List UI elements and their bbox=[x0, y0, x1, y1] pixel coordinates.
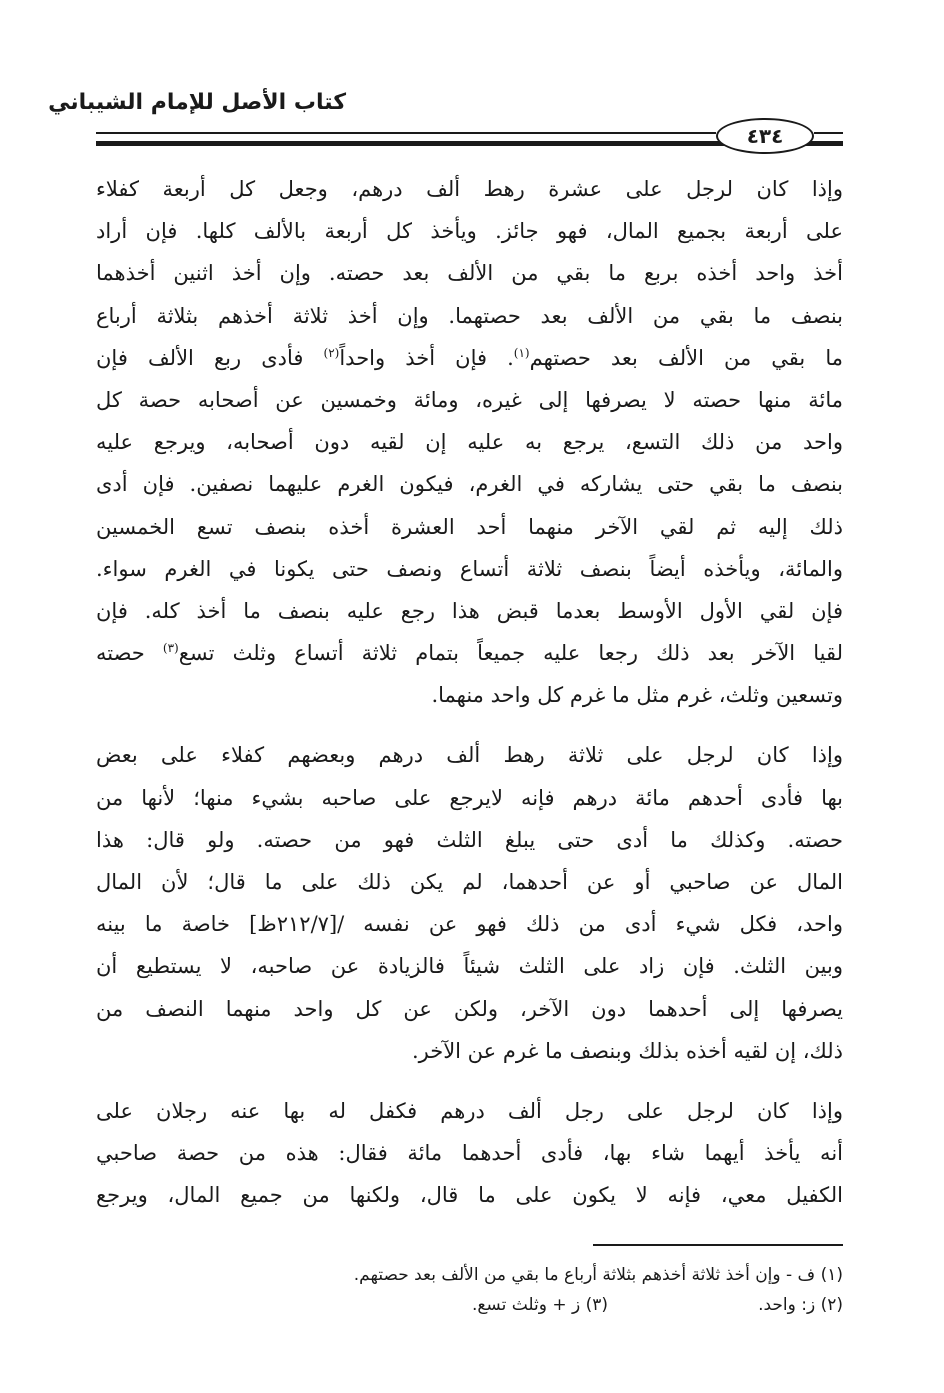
text-line: ذلك، إن لقيه أخذه بذلك وبنصف ما غرم عن الآخر. bbox=[411, 1038, 843, 1063]
paragraph-2 bbox=[96, 734, 843, 1072]
text-line: حصته. وكذلك ما أدى حتى يبلغ الثلث فهو من حصته. ولو قال: هذا bbox=[96, 827, 843, 852]
footnote-1: (١) ف - وإن أخذ ثلاثة أخذهم بثلاثة أرباع ما بقي من الألف بعد حصتهم. bbox=[353, 1265, 843, 1285]
line-segment: حصته bbox=[96, 641, 163, 666]
footnote-3: (٣) ز + وثلث تسع. bbox=[471, 1295, 609, 1315]
line-segment: فأدى ربع الألف فإن bbox=[96, 345, 324, 370]
text-line: وإذا كان لرجل على رجل ألف درهم فكفل له بها عنه رجلان على bbox=[96, 1098, 843, 1123]
header-rule-thin bbox=[96, 132, 716, 134]
text-line-with-footnote-ref bbox=[96, 632, 843, 674]
line-segment: لقيا الآخر بعد ذلك رجعا عليه جميعاً بتمام ثلاثة أتساع وثلث تسع bbox=[178, 641, 843, 666]
main-text bbox=[96, 168, 843, 1217]
text-line: بها فأدى أحدهم مائة درهم فإنه لايرجع على صاحبه بشيء منها؛ لأنها من bbox=[96, 785, 843, 810]
text-line: بنصف ما بقي حتى يشاركه في الغرم، فيكون الغرم عليهما نصفين. فإن أدى bbox=[96, 472, 843, 497]
text-line: وإذا كان لرجل على ثلاثة رهط ألف درهم وبعضهم كفلاء على بعض bbox=[96, 743, 843, 768]
text-line: أخذ واحد أخذه بربع ما بقي من الألف بعد حصته. وإن أخذ اثنين أخذهما bbox=[96, 261, 843, 286]
text-line: واحد، فكل شيء أدى من ذلك فهو عن نفسه /[٢١٢/٧ظ] خاصة ما بينه bbox=[96, 912, 843, 937]
text-line: ذلك إليه ثم لقي الآخر منهما أحد العشرة أخذه بنصف تسع الخمسين bbox=[96, 514, 843, 539]
text-line: يصرفها إلى أحدهما دون الآخر، ولكن عن كل واحد منهما النصف من bbox=[96, 996, 843, 1021]
paragraph-3 bbox=[96, 1090, 843, 1217]
text-line: فإن لقي الأول الأوسط بعدما قبض هذا رجع عليه بنصف ما أخذ كله. فإن bbox=[96, 598, 843, 623]
footnotes bbox=[96, 1260, 843, 1320]
text-line-with-footnote-refs bbox=[96, 337, 843, 379]
running-header-title: كتاب الأصل للإمام الشيباني bbox=[48, 90, 346, 115]
text-line: وبين الثلث. فإن زاد على الثلث شيئاً فالزيادة عن صاحبه، لا يستطيع أن bbox=[96, 954, 843, 979]
text-line: وإذا كان لرجل على عشرة رهط ألف درهم، وجعل كل أربعة كفلاء bbox=[96, 177, 843, 201]
text-line: أنه يأخذ أيهما شاء بها، فأدى أحدهما مائة فقال: هذه من حصة صاحبي bbox=[96, 1141, 843, 1166]
line-segment: . فإن أخذ واحداً bbox=[339, 345, 514, 370]
text-line: الكفيل معي، فإنه لا يكون على ما قال، ولكنها من جميع المال، ويرجع bbox=[96, 1183, 843, 1208]
footnote-ref-1[interactable]: (١) bbox=[513, 345, 530, 360]
page-number: ٤٣٤ bbox=[746, 124, 784, 148]
footnote-separator bbox=[593, 1244, 843, 1246]
paragraph-1 bbox=[96, 168, 843, 716]
footnote-ref-2[interactable]: (٢) bbox=[323, 345, 340, 360]
header-rule-thin-right bbox=[814, 132, 843, 134]
line-segment: ما بقي من الألف بعد حصتهم bbox=[529, 345, 843, 370]
text-line: المال عن صاحبي أو عن أحدهما، لم يكن ذلك على ما قال؛ لأن المال bbox=[96, 870, 843, 894]
footnote-2: (٢) ز: واحد. bbox=[758, 1295, 843, 1315]
text-line: واحد من ذلك التسع، يرجع به عليه إن لقيه دون أصحابه، ويرجع عليه bbox=[96, 430, 843, 455]
text-line: بنصف ما بقي من الألف بعد حصتهما. وإن أخذ ثلاثة أخذهم بثلاثة أرباع bbox=[96, 303, 843, 328]
text-line: مائة منها حصته لا يصرفها إلى غيره، ومائة وخمسين عن أصحابه حصة كل bbox=[96, 387, 843, 412]
page-number-badge bbox=[716, 118, 814, 154]
text-line: والمائة، ويأخذه أيضاً بنصف ثلاثة أتساع ونصف حتى يكونا في الغرم سواء. bbox=[96, 556, 843, 581]
footnote-ref-3[interactable]: (٣) bbox=[162, 641, 179, 656]
footnote-row-2 bbox=[96, 1290, 843, 1320]
text-line: على أربعة بجميع المال، فهو جائز. ويأخذ كل أربعة بالألف كلها. فإن أراد bbox=[96, 219, 843, 244]
text-line: وتسعين وثلث، غرم مثل ما غرم كل واحد منهما. bbox=[431, 683, 843, 708]
